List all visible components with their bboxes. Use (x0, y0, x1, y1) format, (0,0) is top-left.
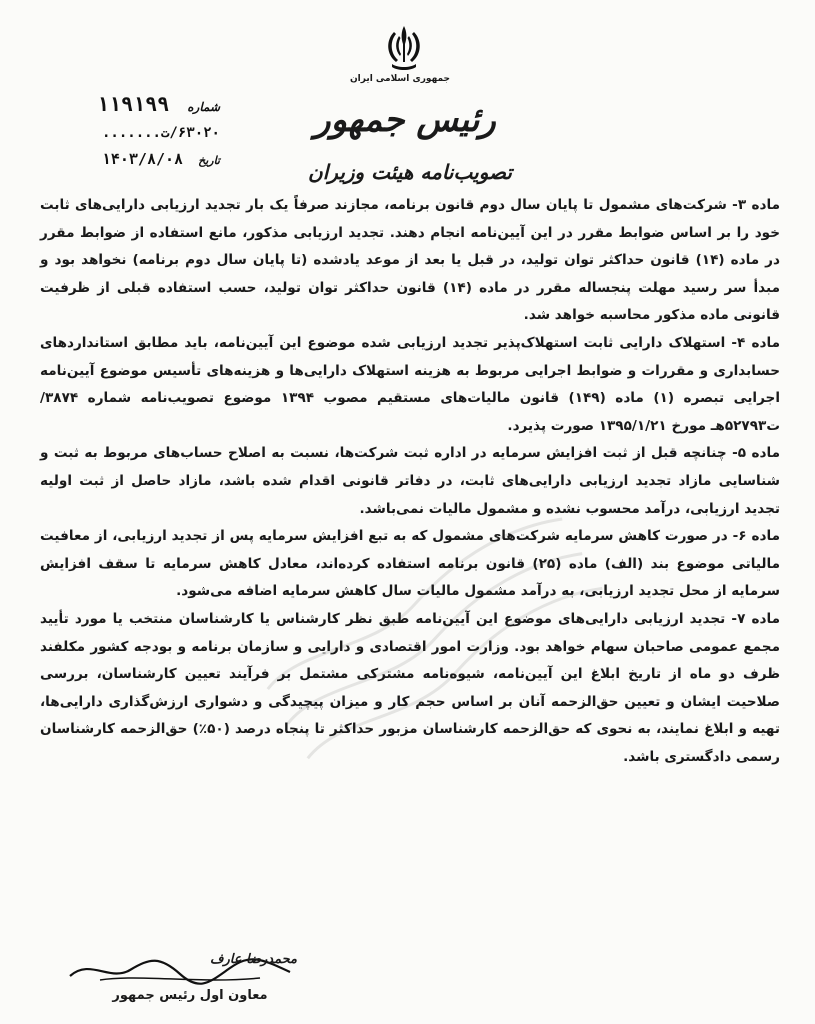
iran-emblem-icon (372, 22, 436, 80)
article-title: ماده ۳- (732, 197, 780, 213)
article-5 (40, 440, 780, 523)
article-text: چنانچه قبل از ثبت افزایش سرمایه در اداره ثبت شرکت‌ها، نسبت به اصلاح حساب‌های مربوط به ثبت و شناسایی مازاد تجدید ارزیابی دارایی‌های ثابت، در دفاتر قانونی اقدام شده باشد، مازاد حاصل از ثبت اولیه تجدید ارزیابی، درآمد محسوب نشده و مشمول مالیات نمی‌باشد. (40, 445, 780, 517)
signer-title: معاون اول رئیس جمهور (112, 988, 268, 1003)
article-6 (40, 523, 780, 606)
article-title: ماده ۵- (732, 445, 780, 462)
letter-reference: ۶۳۰۲۰/ت....... (101, 125, 220, 141)
article-text: تجدید ارزیابی دارایی‌های موضوع این آیین‌نامه طبق نظر کارشناس یا کارشناسان منتخب یا مورد تأیید مجمع عمومی صاحبان سهام خواهد بود. وزارت امور اقتصادی و دارایی و سازمان برنامه و بودجه کشور مکلفند ظرف دو ماه از تاریخ ابلاغ این آیین‌نامه، شیوه‌نامه مشترکی مشتمل بر فرآیند تعیین کارشناسان، بررسی صلاحیت ایشان و تعیین حق‌الزحمه آنان بر اساس حجم کار و میزان پیچیدگی و دشواری ارزش‌گذاری دارایی‌ها، تهیه و ابلاغ نمایند، به نحوی که حق‌الزحمه کارشناسان مزبور حداکثر تا پنجاه درصد (۵۰٪) حق‌الزحمه کارشناسان رسمی دادگستری باشد. (40, 610, 780, 765)
number-value: ۱۱۹۱۹۹ (96, 92, 170, 116)
date-label: تاریخ (198, 154, 220, 167)
decree-body (40, 192, 780, 771)
article-text: استهلاک دارایی ثابت استهلاک‌پذیر تجدید ارزیابی شده موضوع این آیین‌نامه، باید مطابق استانداردهای حسابداری و مقررات و ضوابط اجرایی مربوط به هزینه استهلاک دارایی‌ها و هزینه‌های تأسیس موضوع آیین‌نامه اجرایی تبصره (۱) ماده (۱۴۹) قانون مالیات‌های مستقیم مصوب ۱۳۹۴ موضوع تصویب‌نامه شماره ۳۸۷۴/ت۵۲۷۹۳هـ مورخ ۱۳۹۵/۱/۲۱ صورت پذیرد. (40, 334, 780, 434)
article-title: ماده ۴- (731, 334, 780, 351)
gov-line: جمهوری اسلامی ایران (349, 74, 451, 84)
letter-date (40, 150, 220, 168)
article-text: در صورت کاهش سرمایه شرکت‌های مشمول که به تبع افزایش سرمایه پس از تجدید ارزیابی، از معافیت مالیاتی موضوع بند (الف) ماده (۲۵) قانون برنامه استفاده کرده‌اند، معادل کاهش سرمایه تا سقف افزایش سرمایه از محل تجدید ارزیابی، به درآمد مشمول مالیات سال کاهش سرمایه اضافه می‌شود. (40, 528, 780, 600)
date-value: ۱۴۰۳/۸/۰۸ (101, 150, 184, 168)
article-title: ماده ۷- (731, 610, 780, 627)
president-title: رئیس جمهور (314, 100, 496, 140)
number-label: شماره (187, 100, 220, 114)
article-3 (40, 192, 780, 330)
decree-title: تصویب‌نامه هیئت وزیران (308, 160, 512, 184)
article-7 (40, 606, 780, 772)
article-4 (40, 330, 780, 440)
article-title: ماده ۶- (732, 528, 780, 545)
article-text: شرکت‌های مشمول تا پایان سال دوم قانون برنامه، مجازند صرفاً یک بار تجدید ارزیابی دارایی‌های ثابت خود را بر اساس ضوابط مقرر در این آیین‌نامه انجام دهند. تجدید ارزیابی مذکور، مانع استفاده از ضوابط مقرر در ماده (۱۴) قانون حداکثر توان تولید، در قبل یا بعد از موعد یادشده (تا پایان سال دوم برنامه) نخواهد بود و مبدأ سر رسید مهلت پنجساله مقرر در ماده (۱۴) قانون حداکثر توان تولید، حسب استفاده قبلی از ظرفیت قانونی ماده مذکور محاسبه خواهد شد. (40, 197, 780, 324)
signer-name: محمدرضا عارف (210, 952, 297, 967)
letter-number (40, 92, 220, 116)
